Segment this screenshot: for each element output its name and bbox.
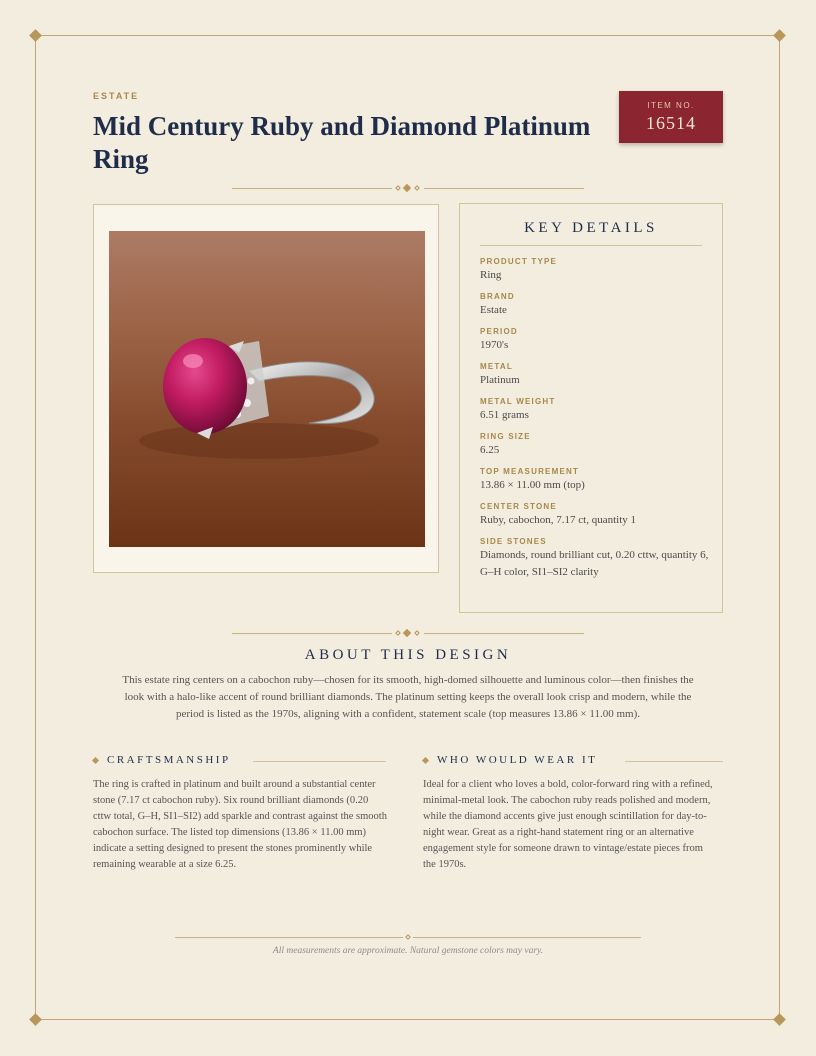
- detail-value: 6.51 grams: [480, 409, 529, 421]
- key-details-panel: [459, 203, 723, 613]
- craftsmanship-heading: [93, 754, 393, 768]
- ruby-ring-image: [109, 231, 425, 547]
- who-would-wear-title: WHO WOULD WEAR IT: [437, 754, 598, 766]
- footer-note: All measurements are approximate. Natural gemstone colors may vary.: [272, 946, 544, 956]
- item-number-value: 16514: [646, 113, 696, 133]
- about-body: This estate ring centers on a cabochon ruby—chosen for its smooth, high-domed silhouette and luminous color—then finishes the look with a halo-like accent of round brilliant diamonds. The platinum setting keeps the overall look crisp and modern, while the period is listed as the 1970s, aligning with a confident, statement scale (top measures 13.86 × 11.00 mm).: [122, 674, 694, 720]
- detail-value: Platinum: [480, 374, 520, 386]
- detail-label: BRAND: [480, 292, 515, 301]
- detail-label: METAL WEIGHT: [480, 397, 556, 406]
- detail-label: CENTER STONE: [480, 502, 557, 511]
- detail-label: RING SIZE: [480, 432, 531, 441]
- detail-label: TOP MEASUREMENT: [480, 467, 580, 476]
- detail-top-measurement: [480, 467, 710, 494]
- diamond-bullet-icon: [92, 757, 99, 764]
- who-would-wear-body: Ideal for a client who loves a bold, color-forward ring with a refined, minimal-metal look. The cabochon ruby reads polished and modern, while the diamond accents give just enough scintillation for day-to-night wear. Great as a right-hand statement ring or an alternative engagement style for someone drawn to vintage/estate pieces from the 1970s.: [423, 779, 713, 870]
- detail-ring-size: [480, 432, 710, 459]
- category-eyebrow: ESTATE: [93, 91, 140, 101]
- detail-value: 6.25: [480, 444, 500, 456]
- detail-value: Estate: [480, 304, 507, 316]
- detail-value: 1970's: [480, 339, 509, 351]
- detail-side-stones: [480, 537, 710, 581]
- detail-brand: [480, 292, 710, 319]
- ornamental-divider: [232, 183, 584, 193]
- detail-label: SIDE STONES: [480, 537, 547, 546]
- page-title: Mid Century Ruby and Diamond Platinum Ring: [93, 111, 591, 174]
- diamond-bullet-icon: [422, 757, 429, 764]
- item-number-label: ITEM NO.: [647, 101, 695, 110]
- key-details-title: KEY DETAILS: [524, 220, 658, 236]
- about-title: ABOUT THIS DESIGN: [304, 647, 512, 663]
- key-details-rule: [480, 245, 702, 246]
- detail-value: Diamonds, round brilliant cut, 0.20 cttw, quantity 6, G–H color, SI1–SI2 clarity: [480, 549, 709, 578]
- detail-label: PRODUCT TYPE: [480, 257, 558, 266]
- detail-period: [480, 327, 710, 354]
- detail-label: METAL: [480, 362, 513, 371]
- detail-metal: [480, 362, 710, 389]
- detail-center-stone: [480, 502, 710, 529]
- craftsmanship-title: CRAFTSMANSHIP: [107, 754, 231, 766]
- detail-value: Ring: [480, 269, 502, 281]
- detail-label: PERIOD: [480, 327, 518, 336]
- detail-value: 13.86 × 11.00 mm (top): [480, 479, 585, 491]
- key-details-list: [480, 257, 710, 589]
- product-photo: [109, 231, 425, 547]
- who-would-wear-heading: [423, 754, 723, 768]
- ornamental-divider: [232, 628, 584, 638]
- craftsmanship-body: The ring is crafted in platinum and built around a substantial center stone (7.17 ct cabochon ruby). Six round brilliant diamonds (0.20 cttw total, G–H, SI1–SI2) add sparkle and contrast against the smooth cabochon surface. The listed top dimensions (13.86 × 11.00 mm) indicate a setting designed to present the stones prominently while remaining wearable at a size 6.25.: [93, 779, 387, 870]
- footer-divider: [175, 932, 641, 942]
- item-number-badge: [619, 91, 723, 143]
- detail-value: Ruby, cabochon, 7.17 ct, quantity 1: [480, 514, 637, 526]
- detail-product-type: [480, 257, 710, 284]
- product-photo-frame: [93, 204, 439, 573]
- detail-metal-weight: [480, 397, 710, 424]
